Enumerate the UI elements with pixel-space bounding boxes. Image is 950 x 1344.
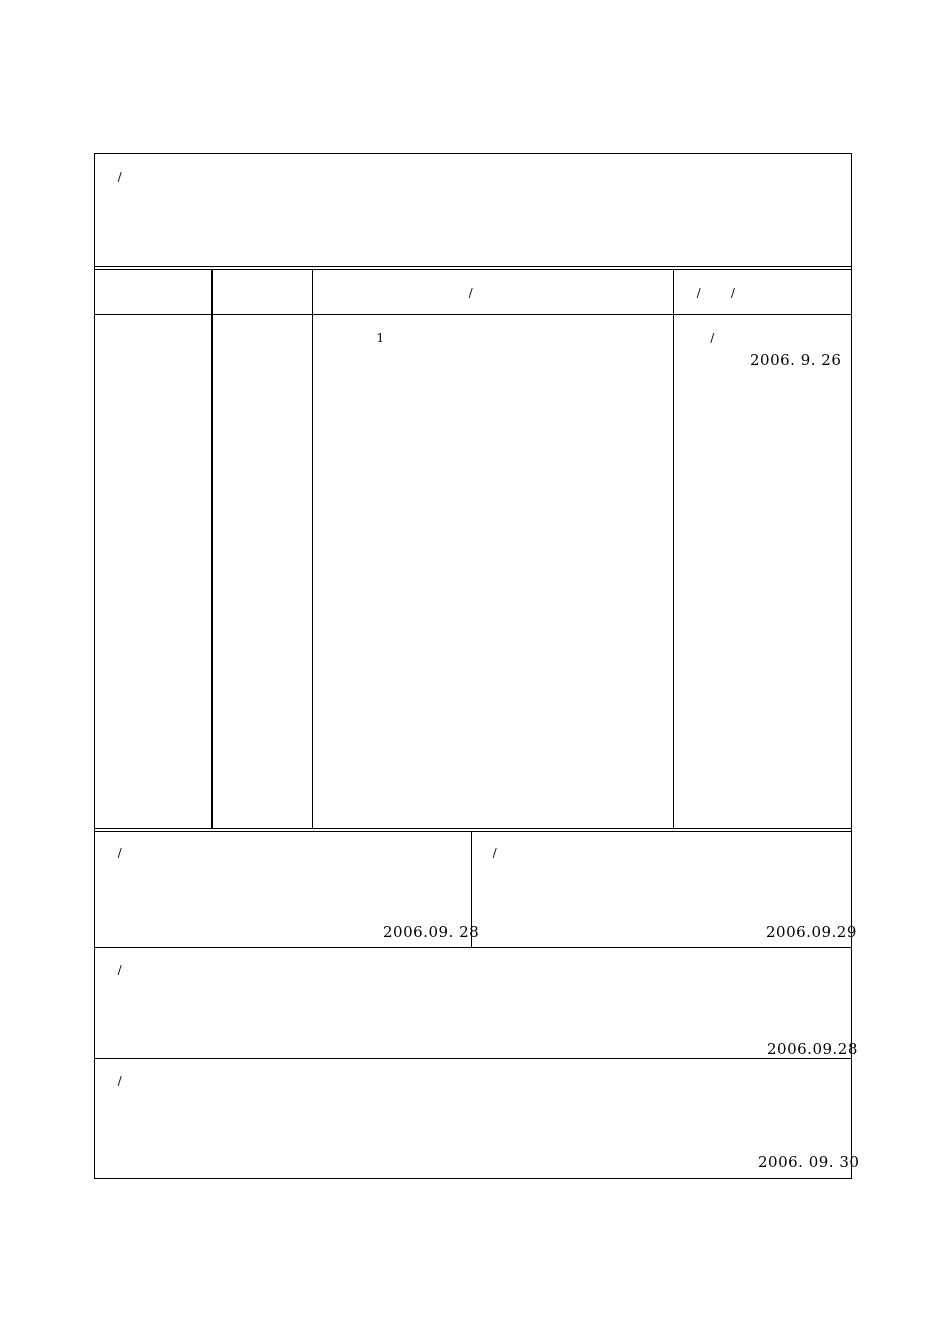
table-header-col3: / xyxy=(455,286,476,300)
table-vline-1 xyxy=(211,269,213,829)
divider-mid-b xyxy=(94,831,852,832)
section5-date: 2006. 09. 30 xyxy=(758,1153,860,1171)
divider-top-b xyxy=(94,269,852,270)
form-frame xyxy=(94,153,852,1179)
divider-section5 xyxy=(94,1058,852,1059)
section5-label: / xyxy=(104,1074,125,1088)
section1-label: / xyxy=(104,170,125,184)
table-row-col4-date: 2006. 9. 26 xyxy=(750,351,842,369)
section-right-label: / xyxy=(479,846,500,860)
section4-label: / xyxy=(104,963,125,977)
divider-mid-a xyxy=(94,828,852,829)
table-vline-2 xyxy=(312,269,313,829)
divider-top-a xyxy=(94,266,852,267)
table-header-col4: / / xyxy=(683,286,738,300)
table-vline-3 xyxy=(673,269,674,829)
table-header-line xyxy=(94,314,852,315)
section4-date: 2006.09.28 xyxy=(767,1040,858,1058)
section-left-label: / xyxy=(104,846,125,860)
section-right-date: 2006.09.29 xyxy=(766,923,857,941)
table-row-col4-label: / xyxy=(683,331,718,345)
section-left-date: 2006.09. 28 xyxy=(383,923,480,941)
table-row-col3-text: 1 xyxy=(322,331,388,345)
divider-section4 xyxy=(94,947,852,948)
